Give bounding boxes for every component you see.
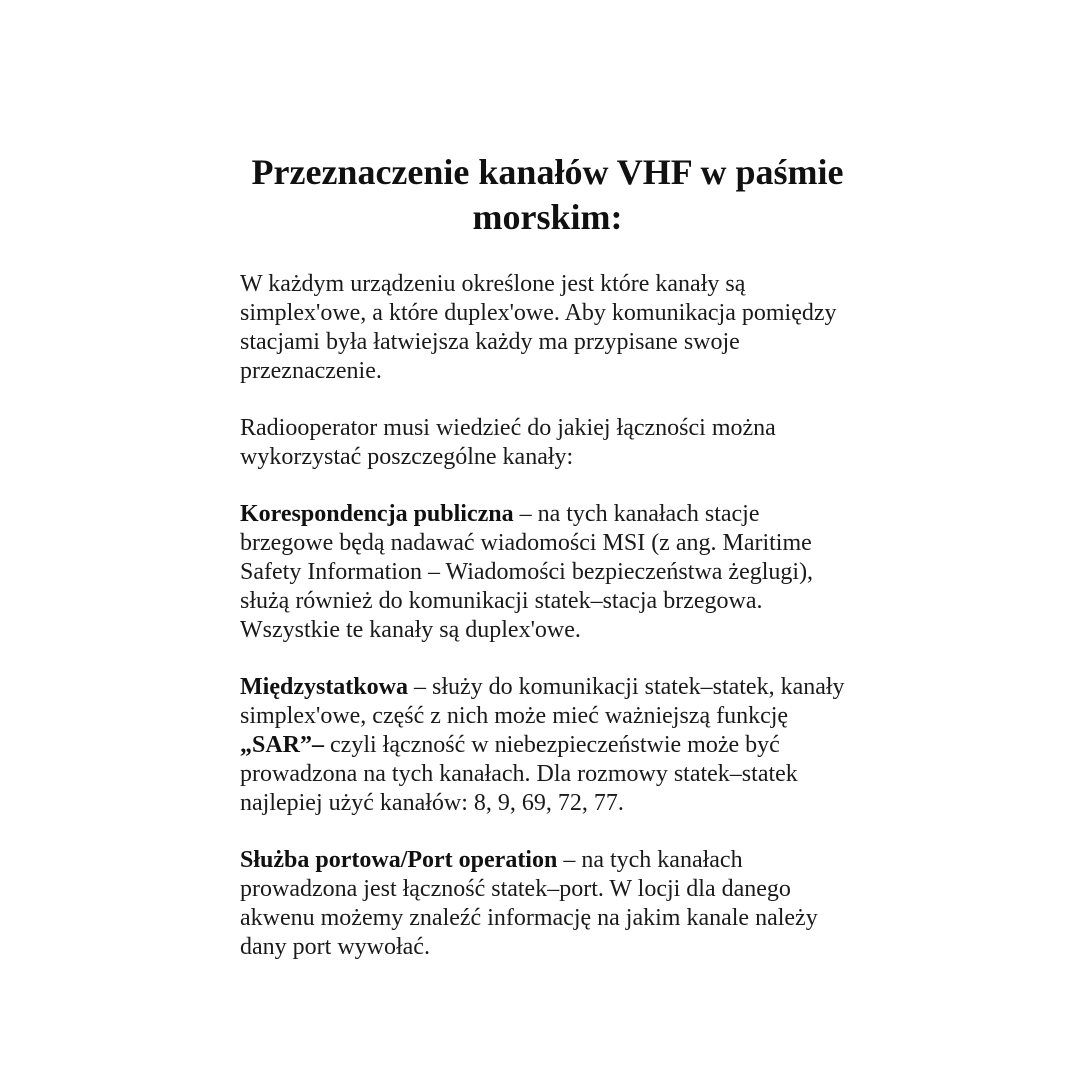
- document-page: [240, 150, 855, 990]
- public-correspondence-paragraph: [240, 500, 855, 645]
- intership-text-after: czyli łączność w niebezpieczeństwie może być prowadzona na tych kanałach. Dla rozmowy statek–statek najlepiej użyć kanałów: 8, 9, 69, 72, 77.: [240, 732, 798, 816]
- intership-paragraph: [240, 673, 855, 818]
- public-correspondence-term: Korespondencja publiczna: [240, 501, 514, 527]
- intership-term: Międzystatkowa: [240, 674, 408, 700]
- intro-paragraph: [240, 270, 855, 386]
- operator-paragraph: [240, 414, 855, 472]
- port-operation-paragraph: [240, 846, 855, 962]
- port-operation-term: Służba portowa/Port operation: [240, 847, 558, 873]
- intership-text-before: – służy do komunikacji statek–statek, kanały simplex'owe, część z nich może mieć ważniejszą funkcję: [240, 674, 845, 729]
- public-correspondence-text: – na tych kanałach stacje brzegowe będą nadawać wiadomości MSI (z ang. Maritime Safety Information – Wiadomości bezpieczeństwa żeglugi), służą również do komunikacji statek–stacja brzegowa. Wszystkie te kanały są duplex'owe.: [240, 501, 814, 643]
- intro-text: W każdym urządzeniu określone jest które kanały są simplex'owe, a które duplex'owe. Aby komunikacja pomiędzy stacjami była łatwiejsza każdy ma przypisane swoje przeznaczenie.: [240, 271, 837, 384]
- sar-term: „SAR”–: [240, 732, 325, 758]
- page-title: Przeznaczenie kanałów VHF w paśmie morskim:: [251, 152, 844, 237]
- port-operation-text: – na tych kanałach prowadzona jest łączność statek–port. W locji dla danego akwenu możemy znaleźć informację na jakim kanale należy dany port wywołać.: [240, 847, 818, 960]
- operator-text: Radiooperator musi wiedzieć do jakiej łączności można wykorzystać poszczególne kanały:: [240, 415, 776, 470]
